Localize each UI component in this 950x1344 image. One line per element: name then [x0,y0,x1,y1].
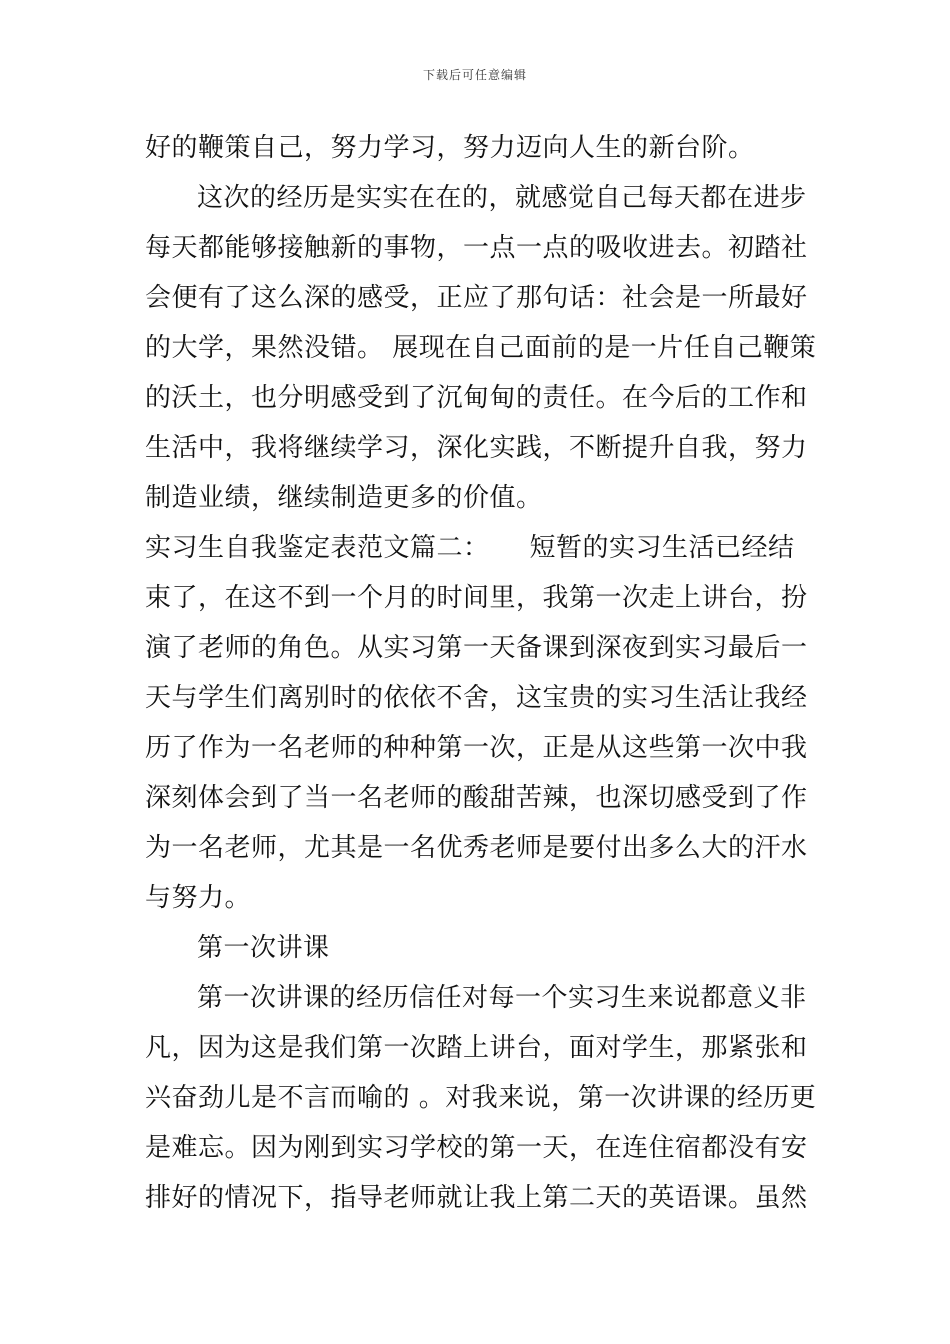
text-line: 凡，因为这是我们第一次踏上讲台，面对学生，那紧张和 [145,1033,808,1063]
text-line: 这次的经历是实实在在的，就感觉自己每天都在进步 [197,183,807,213]
text-line: 排好的情况下，指导老师就让我上第二天的英语课。虽然 [145,1183,808,1213]
text-line: 兴奋劲儿是不言而喻的 。对我来说，第一次讲课的经历更 [145,1083,817,1113]
text-line: 与努力。 [145,883,252,913]
text-line: 是难忘。因为刚到实习学校的第一天，在连住宿都没有安 [145,1133,808,1163]
text-line: 天与学生们离别时的依依不舍，这宝贵的实习生活让我经 [145,683,808,713]
text-line: 深刻体会到了当一名老师的酸甜苦辣，也深切感受到了作 [145,783,808,813]
text-line: 束了，在这不到一个月的时间里，我第一次走上讲台，扮 [145,583,808,613]
text-line: 第一次讲课的经历信任对每一个实习生来说都意义非 [197,983,807,1013]
text-line: 的沃土，也分明感受到了沉甸甸的责任。在今后的工作和 [145,383,808,413]
text-line: 每天都能够接触新的事物，一点一点的吸收进去。初踏社 [145,233,808,263]
text-line: 会便有了这么深的感受，正应了那句话：社会是一所最好 [145,283,808,313]
text-line: 演了老师的角色。从实习第一天备课到深夜到实习最后一 [145,633,808,663]
section-title-line: 实习生自我鉴定表范文篇二： 短暂的实习生活已经结 [145,533,795,563]
text-line: 为一名老师，尤其是一名优秀老师是要付出多么大的汗水 [145,833,808,863]
subheading: 第一次讲课 [197,933,330,963]
text-line: 历了作为一名老师的种种第一次，正是从这些第一次中我 [145,733,808,763]
text-line: 生活中，我将继续学习，深化实践，不断提升自我，努力 [145,433,808,463]
text-line: 制造业绩，继续制造更多的价值。 [145,483,543,513]
page-header-note: 下载后可任意编辑 [422,68,527,82]
text-line: 的大学，果然没错。 展现在自己面前的是一片任自己鞭策 [145,333,817,363]
text-line: 好的鞭策自己，努力学习，努力迈向人生的新台阶。 [145,133,755,163]
